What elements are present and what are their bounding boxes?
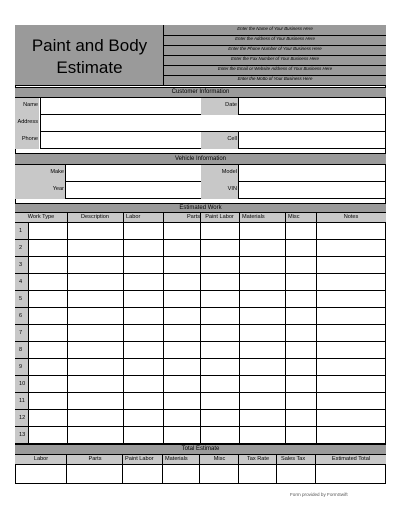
work-cell[interactable]: [163, 325, 200, 342]
work-cell[interactable]: [67, 257, 123, 274]
business-name-line[interactable]: Enter the Name of Your Business Here: [237, 26, 313, 31]
total-misc-field[interactable]: [200, 465, 239, 484]
work-cell[interactable]: [316, 325, 386, 342]
work-cell[interactable]: [67, 410, 123, 427]
year-field[interactable]: [65, 182, 201, 199]
total-col-misc: Misc: [213, 456, 226, 462]
work-cell[interactable]: [239, 376, 285, 393]
footer-credit: Form provided by FormSwift: [290, 492, 348, 497]
date-label: Date: [225, 102, 237, 108]
business-phone-line[interactable]: Enter the Phone Number of Your Business Here: [228, 46, 322, 51]
work-col-paint-labor: Paint Labor: [205, 214, 234, 220]
year-label: Year: [52, 186, 64, 192]
work-cell[interactable]: [67, 291, 123, 308]
row-number: 2: [19, 245, 23, 251]
work-cell[interactable]: [316, 308, 386, 325]
total-col-materials: Materials: [165, 456, 188, 462]
vin-label: VIN: [227, 186, 237, 192]
work-cell[interactable]: [28, 291, 67, 308]
header-divider: [123, 213, 124, 223]
work-cell[interactable]: [123, 223, 163, 240]
total-col-sales-tax: Sales Tax: [281, 456, 306, 462]
total-col-tax-rate: Tax Rate: [247, 456, 270, 462]
total-labor-field[interactable]: [15, 465, 67, 484]
model-field[interactable]: [238, 165, 386, 182]
vin-field[interactable]: [238, 182, 386, 199]
total-col-labor: Labor: [33, 456, 49, 462]
header-divider: [316, 213, 317, 223]
work-cell[interactable]: [123, 342, 163, 359]
total-tax-rate-field[interactable]: [239, 465, 277, 484]
work-cell[interactable]: [200, 240, 239, 257]
work-cell[interactable]: [285, 223, 316, 240]
work-cell[interactable]: [200, 223, 239, 240]
work-cell[interactable]: [285, 427, 316, 444]
address-field[interactable]: [40, 115, 386, 132]
work-cell[interactable]: [200, 325, 239, 342]
total-sales-tax-field[interactable]: [277, 465, 316, 484]
work-cell[interactable]: [123, 274, 163, 291]
work-cell[interactable]: [285, 291, 316, 308]
row-number: 13: [19, 432, 26, 438]
work-cell[interactable]: [163, 257, 200, 274]
work-cell[interactable]: [316, 427, 386, 444]
total-col-parts: Parts: [88, 456, 102, 462]
cell-field[interactable]: [238, 132, 386, 149]
work-cell[interactable]: [200, 410, 239, 427]
row-number: 10: [19, 381, 26, 387]
make-label: Make: [50, 169, 64, 175]
work-cell[interactable]: [239, 325, 285, 342]
header-divider: [67, 213, 68, 223]
work-cell[interactable]: [67, 325, 123, 342]
name-label: Name: [23, 102, 38, 108]
row-number: 6: [19, 313, 23, 319]
customer-header-label: Customer Information: [171, 89, 230, 95]
make-field[interactable]: [65, 165, 201, 182]
work-cell[interactable]: [239, 427, 285, 444]
work-cell[interactable]: [28, 359, 67, 376]
work-col-work-type: Work Type: [27, 214, 55, 220]
work-cell[interactable]: [28, 427, 67, 444]
work-cell[interactable]: [239, 240, 285, 257]
total-col-paint-labor: Paint Labor: [125, 456, 154, 462]
row-number: 12: [19, 415, 26, 421]
header-divider: [239, 213, 240, 223]
total-materials-field[interactable]: [163, 465, 200, 484]
work-col-materials: Materials: [242, 214, 265, 220]
work-cell[interactable]: [28, 223, 67, 240]
work-cell[interactable]: [239, 359, 285, 376]
work-cell[interactable]: [239, 223, 285, 240]
row-number: 9: [19, 364, 23, 370]
work-cell[interactable]: [200, 257, 239, 274]
work-header-label: Estimated Work: [179, 205, 222, 211]
work-cell[interactable]: [163, 291, 200, 308]
work-cell[interactable]: [163, 427, 200, 444]
work-cell[interactable]: [200, 274, 239, 291]
work-cell[interactable]: [316, 376, 386, 393]
work-cell[interactable]: [200, 308, 239, 325]
business-address-line[interactable]: Enter the Address of Your Business Here: [235, 36, 315, 41]
business-motto-line[interactable]: Enter the Motto of Your Business Here: [237, 76, 313, 81]
row-number: 11: [19, 398, 25, 404]
work-cell[interactable]: [316, 240, 386, 257]
work-cell[interactable]: [67, 223, 123, 240]
total-parts-field[interactable]: [67, 465, 123, 484]
work-cell[interactable]: [67, 359, 123, 376]
work-cell[interactable]: [200, 291, 239, 308]
row-number: 5: [19, 296, 23, 302]
business-fax-line[interactable]: Enter the Fax Number of Your Business Here: [230, 56, 320, 61]
work-cell[interactable]: [316, 342, 386, 359]
work-cell[interactable]: [285, 376, 316, 393]
work-cell[interactable]: [28, 325, 67, 342]
row-number: 7: [19, 330, 23, 336]
row-number: 1: [19, 228, 23, 234]
title-line-1: Paint and Body: [31, 36, 148, 55]
work-cell[interactable]: [285, 410, 316, 427]
work-cell[interactable]: [285, 274, 316, 291]
work-cell[interactable]: [163, 393, 200, 410]
work-cell[interactable]: [28, 308, 67, 325]
work-cell[interactable]: [123, 410, 163, 427]
work-cell[interactable]: [163, 410, 200, 427]
work-cell[interactable]: [123, 240, 163, 257]
work-cell[interactable]: [28, 410, 67, 427]
row-number: 3: [19, 262, 23, 268]
header-divider: [163, 213, 164, 223]
phone-field[interactable]: [40, 132, 201, 149]
work-cell[interactable]: [316, 223, 386, 240]
total-estimated-total-field[interactable]: [316, 465, 386, 484]
work-cell[interactable]: [28, 342, 67, 359]
work-col-parts: Parts: [186, 214, 200, 220]
work-cell[interactable]: [316, 359, 386, 376]
work-cell[interactable]: [123, 393, 163, 410]
header-divider: [200, 213, 201, 223]
header-divider: [285, 213, 286, 223]
work-cell[interactable]: [67, 240, 123, 257]
work-cell[interactable]: [163, 376, 200, 393]
work-cell[interactable]: [316, 274, 386, 291]
model-label: Model: [221, 169, 237, 175]
row-number: 4: [19, 279, 23, 285]
work-cell[interactable]: [123, 376, 163, 393]
work-cell[interactable]: [163, 240, 200, 257]
total-paint-labor-field[interactable]: [123, 465, 163, 484]
work-cell[interactable]: [285, 308, 316, 325]
work-cell[interactable]: [67, 342, 123, 359]
date-field[interactable]: [238, 98, 386, 115]
work-cell[interactable]: [285, 359, 316, 376]
work-col-labor: Labor: [126, 214, 141, 220]
work-cell[interactable]: [163, 342, 200, 359]
work-cell[interactable]: [239, 291, 285, 308]
row-number: 8: [19, 347, 23, 353]
work-cell[interactable]: [67, 427, 123, 444]
work-cell[interactable]: [239, 308, 285, 325]
work-col-notes: Notes: [343, 214, 359, 220]
work-cell[interactable]: [67, 376, 123, 393]
work-cell[interactable]: [200, 376, 239, 393]
work-cell[interactable]: [316, 393, 386, 410]
work-cell[interactable]: [28, 393, 67, 410]
work-cell[interactable]: [239, 410, 285, 427]
work-cell[interactable]: [67, 393, 123, 410]
work-cell[interactable]: [163, 308, 200, 325]
work-cell[interactable]: [123, 257, 163, 274]
title-line-2: Estimate: [56, 58, 123, 77]
work-cell[interactable]: [285, 342, 316, 359]
work-cell[interactable]: [163, 359, 200, 376]
work-cell[interactable]: [67, 308, 123, 325]
work-col-description: Description: [81, 214, 109, 220]
work-cell[interactable]: [200, 359, 239, 376]
work-cell[interactable]: [28, 240, 67, 257]
work-cell[interactable]: [239, 342, 285, 359]
business-web-line[interactable]: Enter the Email or Website Address of Your Business Here: [217, 66, 333, 71]
total-col-estimated-total: Estimated Total: [331, 456, 371, 462]
address-label: Address: [17, 119, 38, 125]
work-cell[interactable]: [285, 240, 316, 257]
work-cell[interactable]: [163, 274, 200, 291]
work-cell[interactable]: [316, 410, 386, 427]
total-header-label: Total Estimate: [181, 446, 220, 452]
work-cell[interactable]: [123, 308, 163, 325]
work-cell[interactable]: [285, 393, 316, 410]
work-cell[interactable]: [28, 257, 67, 274]
work-cell[interactable]: [163, 223, 200, 240]
work-cell[interactable]: [200, 393, 239, 410]
name-field[interactable]: [40, 98, 201, 115]
work-cell[interactable]: [123, 291, 163, 308]
work-cell[interactable]: [316, 257, 386, 274]
work-cell[interactable]: [200, 342, 239, 359]
work-cell[interactable]: [28, 274, 67, 291]
vehicle-header-label: Vehicle Information: [174, 156, 227, 162]
work-cell[interactable]: [239, 257, 285, 274]
work-cell[interactable]: [67, 274, 123, 291]
work-cell[interactable]: [123, 359, 163, 376]
work-cell[interactable]: [123, 325, 163, 342]
work-cell[interactable]: [239, 274, 285, 291]
work-cell[interactable]: [28, 376, 67, 393]
phone-label: Phone: [21, 136, 38, 142]
work-cell[interactable]: [123, 427, 163, 444]
work-cell[interactable]: [200, 427, 239, 444]
work-cell[interactable]: [239, 393, 285, 410]
work-cell[interactable]: [285, 257, 316, 274]
work-cell[interactable]: [285, 325, 316, 342]
cell-label: Cell: [227, 136, 237, 142]
work-cell[interactable]: [316, 291, 386, 308]
work-col-misc: Misc: [288, 214, 300, 220]
